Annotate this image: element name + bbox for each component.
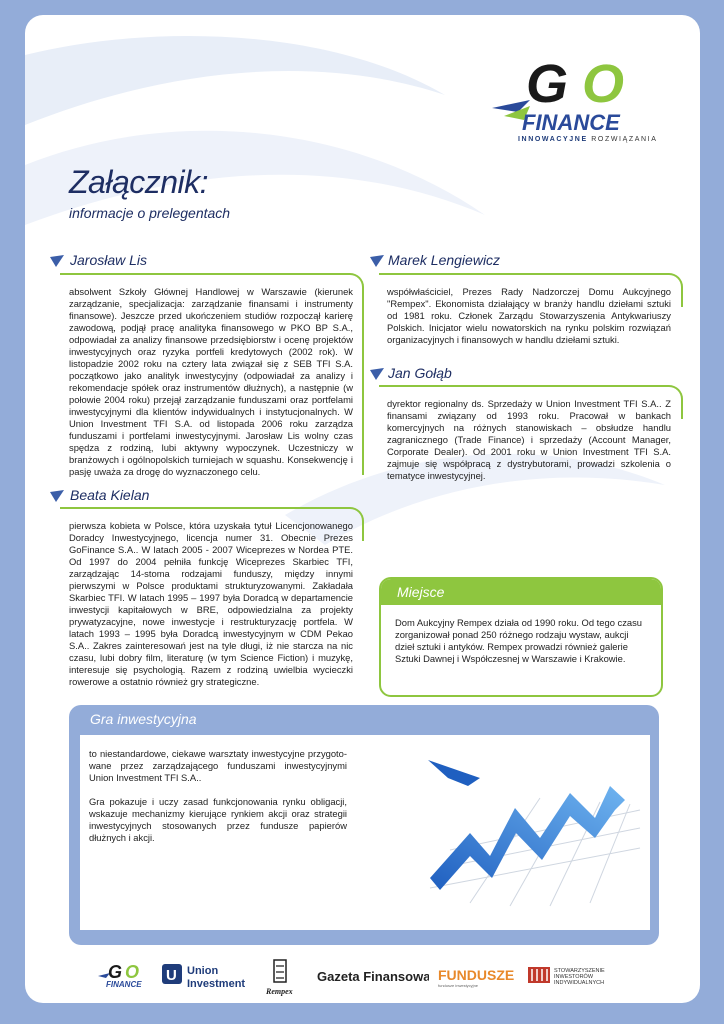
- svg-text:fundusze inwestycyjne: fundusze inwestycyjne: [438, 983, 479, 988]
- svg-text:G: G: [108, 962, 123, 982]
- chevron-arrow-icon: [50, 490, 64, 502]
- speaker-bio-kielan: pierwsza kobieta w Polsce, która uzyskała tytuł Licencjonowanego Doradcy Inwestycyjnego, licencja numer 31. Obecnie Prezes GoFinance S.A.. W latach 2005 - 2007 Wiceprezes w Nordea PTE. Od 1997 do 2004 pełniła funkcję Wiceprezes Skarbiec TFI, zarządzając 14-stoma rodzajami funduszy, między innymi pierwszymi w Polsce produktami strukturyzowanymi. Zakładała Skarbiec TFI. W latach 1995 – 1997 była Doradcą w departamencie inwestycji kapitałowych w BRE, odpowiedzialna za projekty prywatyzacyjne, nowe inwestycje i restrukturyzację portfela. W latach 1993 – 1995 była Doradcą inwestycyjnym w CDM Pekao S.A.. Zakres zainteresowań jest na tyle długi, iż nie starcza na nic czasu, lubi dobry film, literaturę (w tym Science Fiction) i muzykę, interesuje się psychologią. Razem z rodziną uwielbia wycieczki rowerowe a ostatnio również gry strategiczne.: [69, 520, 353, 687]
- footer-logo-gazeta-finansowa: [317, 960, 429, 990]
- svg-text:FUNDUSZE: FUNDUSZE: [438, 967, 515, 983]
- svg-text:U: U: [166, 967, 177, 984]
- speaker-name-kielan: Beata Kielan: [70, 487, 150, 503]
- place-box: [379, 577, 663, 697]
- svg-text:Investment: Investment: [187, 978, 246, 990]
- page-title: Załącznik:: [69, 164, 209, 200]
- svg-text:O: O: [582, 54, 625, 114]
- speaker-name-golab: Jan Gołąb: [388, 365, 452, 381]
- svg-text:INWESTORÓW: INWESTORÓW: [554, 974, 594, 980]
- footer-logo-fundusze: [438, 960, 518, 990]
- svg-text:Gazeta Finansowa: Gazeta Finansowa: [317, 969, 429, 984]
- svg-text:G: G: [526, 54, 569, 114]
- logo-tagline: INNOWACYJNE ROZWIĄZANIA: [518, 136, 658, 143]
- game-paragraph-2: Gra pokazuje i uczy zasad funkcjonowania rynku obligacji, wskazuje mechanizmy kierujące rynkiem akcji oraz strategii inwestycyjnych stosowanych przez fundusze papierów dłużnych i akcji.: [89, 796, 347, 843]
- chevron-arrow-icon: [370, 368, 384, 380]
- page-subtitle: informacje o prelegentach: [69, 205, 231, 221]
- footer-logo-sii: [528, 960, 624, 990]
- speaker-name-lis: Jarosław Lis: [70, 252, 148, 268]
- speaker-bio-lengiewicz: współwłaściciel, Prezes Rady Nadzorczej Domu Aukcyjnego "Rempex". Ekonomista działający w branży handlu dziełami sztuki od 1981 roku. Członek Zarządu Stowarzyszenia Antykwariuszy Polskich. Inicjator wielu nowatorskich na rynku polskim rozwiązań organizacyjnych i finansowych w handlu dziełami sztuki.: [387, 286, 671, 345]
- svg-text:FINANCE: FINANCE: [522, 110, 620, 135]
- speaker-name-lengiewicz: Marek Lengiewicz: [388, 252, 501, 268]
- game-paragraph-1: to niestandardowe, ciekawe warsztaty inwestycyjne przygoto-wane przez zarządzającego funduszami inwestycyjnymi Union Investment TFI S.A..: [89, 748, 347, 783]
- chevron-arrow-icon: [50, 255, 64, 267]
- svg-text:INDYWIDUALNYCH: INDYWIDUALNYCH: [554, 980, 605, 986]
- svg-text:Union: Union: [187, 965, 219, 977]
- game-title: Gra inwestycyjna: [90, 711, 197, 727]
- svg-text:O: O: [125, 962, 140, 982]
- chevron-arrow-icon: [370, 255, 384, 267]
- footer-logo-union-investment: [162, 960, 258, 990]
- rising-arrow-illustration: [410, 738, 650, 908]
- game-text: [89, 748, 347, 844]
- place-title: Miejsce: [397, 584, 445, 600]
- svg-text:Rempex: Rempex: [266, 987, 293, 996]
- svg-text:FINANCE: FINANCE: [106, 980, 142, 989]
- footer-logo-rempex: [264, 958, 296, 998]
- speaker-bio-golab: dyrektor regionalny ds. Sprzedaży w Union Investment TFI S.A.. Z finansami związany od 1993 roku. Pracował w bankach komercyjnych na różnych stanowiskach – obsłudze handlu zagranicznego (Trade Finance) i sprzedaży (Account Manager, Corporate Dealer). Od 2001 roku w Union Investment TFI S.A. zajmuje się współpracą z dystrybutorami, prowadzi szkolenia o tematyce inwestycyjnej.: [387, 398, 671, 481]
- place-text: Dom Aukcyjny Rempex działa od 1990 roku. Od tego czasu zorganizował ponad 250 różnego rodzaju wystaw, aukcji dzieł sztuki i antyków. Rempex prowadzi również galerie Sztuki Dawnej i Współczesnej w Warszawie i Krakowie.: [395, 617, 643, 664]
- gofinance-logo: [490, 50, 660, 150]
- footer-logo-gofinance: [98, 960, 148, 990]
- svg-text:STOWARZYSZENIE: STOWARZYSZENIE: [554, 968, 605, 974]
- speaker-bio-lis: absolwent Szkoły Głównej Handlowej w Warszawie (kierunek zarządzanie, specjalizacja: zarządzanie finansami i instrumenty finansowe). Jeszcze przed ukończeniem studiów rozpoczął karierę zawodową, podjął pracę analityka finansowego w PKO BP S.A., odpowiadał za analizy finansowe przedsiębiorstw i ocenę projektów inwestycyjnych oraz ryzyka portfeli kredytowych (2002 rok). W listopadzie 2002 roku na cztery lata związał się z SEB TFI S.A. początkowo jako analityk inwestycyjny (odpowiadał za analizy i rekomendacje spółek oraz instrumentów dłużnych), a następnie (w połowie 2004 roku) przejął zarządzanie funduszami oraz portfelami inwestycyjnymi dla klientów indywidualnych i instytucjonalnych. W Union Investment TFI S.A. od listopada 2006 roku zarządza funduszami i portfelami inwestycyjnymi. Jarosław Lis wolny czas spędza z rodziną, lubi aktywny wypoczynek. Uczestniczy w branżowych i ogólnopolskich turniejach w squashu. Konsekwencję i pasję uważa za drogę do wyznaczonego celu.: [69, 286, 353, 477]
